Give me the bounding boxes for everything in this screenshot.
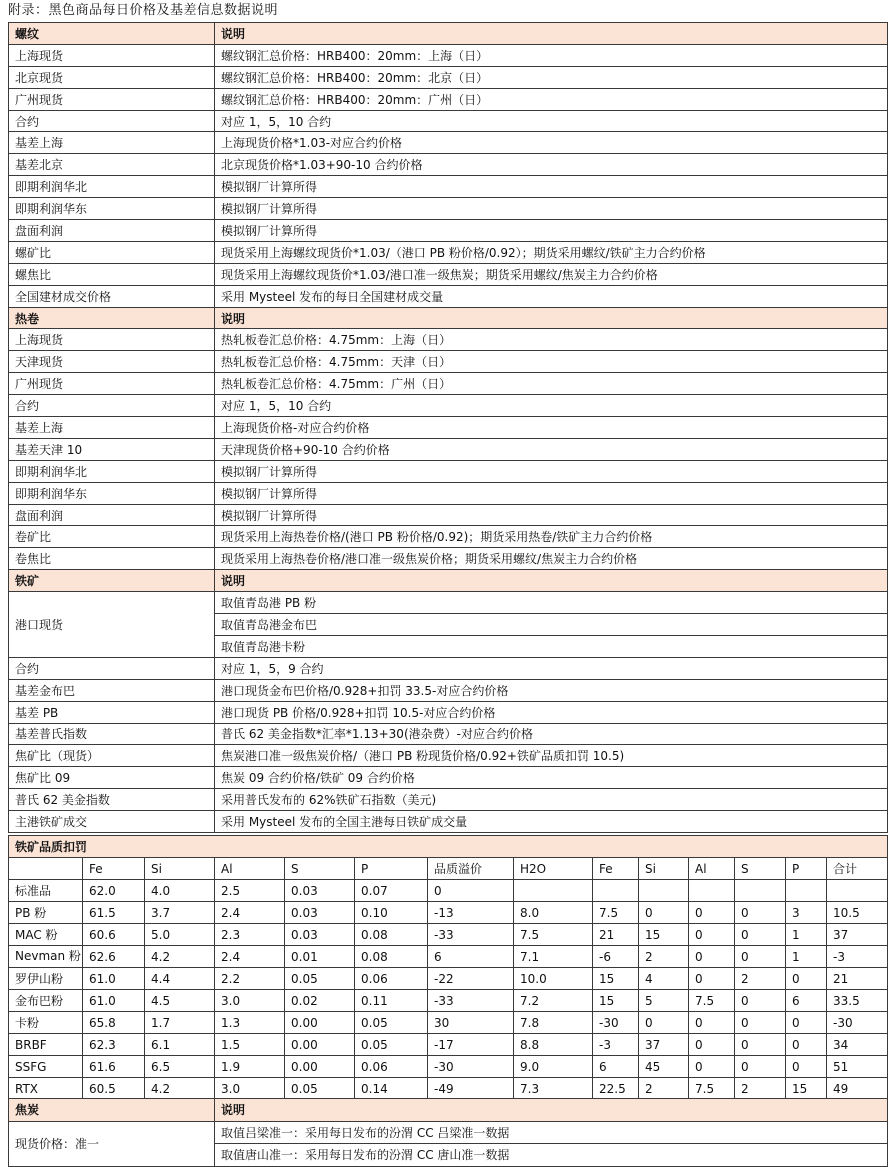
quality-value: 7.8 — [514, 1012, 593, 1034]
quality-value: 0 — [735, 1056, 786, 1078]
column-header: Al — [215, 858, 285, 880]
quality-value: 7.1 — [514, 946, 593, 968]
quality-value: 0 — [689, 1056, 735, 1078]
quality-value: 0.08 — [355, 946, 428, 968]
ore-name: SSFG — [9, 1056, 83, 1078]
quality-value: 7.5 — [689, 990, 735, 1012]
quality-value: 0 — [786, 1056, 827, 1078]
quality-title-row — [9, 836, 888, 858]
item-description: 模拟钢厂计算所得 — [215, 460, 888, 482]
quality-value: 0 — [639, 1012, 689, 1034]
column-header: Si — [145, 858, 215, 880]
quality-value: 1.3 — [215, 1012, 285, 1034]
quality-value: 21 — [593, 924, 639, 946]
quality-value: 0.10 — [355, 902, 428, 924]
quality-value — [786, 880, 827, 902]
quality-value: 60.6 — [83, 924, 145, 946]
quality-value: 34 — [827, 1034, 888, 1056]
hrc-header-row — [9, 307, 888, 329]
quality-value: 15 — [593, 968, 639, 990]
quality-value: 61.6 — [83, 1056, 145, 1078]
item-description: 螺纹钢汇总价格：HRB400：20mm：北京（日） — [215, 66, 888, 88]
item-description: 港口现货 PB 价格/0.928+扣罚 10.5-对应合约价格 — [215, 701, 888, 723]
rebar-row — [9, 110, 888, 132]
quality-value: 4.5 — [145, 990, 215, 1012]
quality-value: 0.05 — [285, 968, 355, 990]
quality-value: 6 — [593, 1056, 639, 1078]
quality-value: 4.4 — [145, 968, 215, 990]
quality-value: 0.03 — [285, 902, 355, 924]
quality-value: 0 — [639, 902, 689, 924]
item-description: 采用普氏发布的 62%铁矿石指数（美元) — [215, 789, 888, 811]
quality-value: -33 — [428, 924, 514, 946]
quality-value: 6.5 — [145, 1056, 215, 1078]
quality-value: 7.5 — [593, 902, 639, 924]
hrc-row — [9, 460, 888, 482]
item-name: 焦矿比（现货） — [9, 745, 215, 767]
quality-value: 37 — [827, 924, 888, 946]
quality-value: 65.8 — [83, 1012, 145, 1034]
quality-value: 2 — [639, 1078, 689, 1100]
coke-spot-row — [9, 1121, 888, 1144]
quality-value: 3.0 — [215, 990, 285, 1012]
item-name: 基差 PB — [9, 701, 215, 723]
quality-row — [9, 1078, 888, 1100]
item-name: 基差金布巴 — [9, 679, 215, 701]
column-header: Si — [639, 858, 689, 880]
quality-value: 2 — [735, 968, 786, 990]
quality-value: 0.06 — [355, 968, 428, 990]
item-name: 螺焦比 — [9, 263, 215, 285]
quality-value: 5 — [639, 990, 689, 1012]
port-spot-item: 取值青岛港 PB 粉 — [215, 592, 888, 614]
item-name: 即期利润华北 — [9, 176, 215, 198]
quality-value: 0.00 — [285, 1034, 355, 1056]
quality-value: -30 — [827, 1012, 888, 1034]
quality-value: 2.4 — [215, 902, 285, 924]
quality-value: 5.0 — [145, 924, 215, 946]
quality-value: 4 — [639, 968, 689, 990]
quality-value: 37 — [639, 1034, 689, 1056]
coke-table — [8, 1098, 888, 1167]
quality-value: 8.8 — [514, 1034, 593, 1056]
quality-value: 0 — [428, 880, 514, 902]
quality-value: 0 — [735, 924, 786, 946]
column-header: Fe — [83, 858, 145, 880]
quality-value: 0 — [735, 902, 786, 924]
item-name: 即期利润华北 — [9, 460, 215, 482]
quality-value: -17 — [428, 1034, 514, 1056]
quality-value: 0.05 — [285, 1078, 355, 1100]
quality-value: 0 — [689, 946, 735, 968]
quality-value: -22 — [428, 968, 514, 990]
quality-value: 0 — [786, 1034, 827, 1056]
quality-value: 2.3 — [215, 924, 285, 946]
quality-value: 62.3 — [83, 1034, 145, 1056]
column-header: 合计 — [827, 858, 888, 880]
quality-row — [9, 1012, 888, 1034]
quality-value: 0.08 — [355, 924, 428, 946]
quality-value: 51 — [827, 1056, 888, 1078]
quality-value: 0 — [786, 968, 827, 990]
coke-section-title: 焦炭 — [9, 1099, 215, 1122]
hrc-row — [9, 438, 888, 460]
quality-value: 0.01 — [285, 946, 355, 968]
hrc-section-title: 热卷 — [9, 307, 215, 329]
column-header: P — [355, 858, 428, 880]
quality-value: -33 — [428, 990, 514, 1012]
quality-value: 45 — [639, 1056, 689, 1078]
port-spot-label: 港口现货 — [9, 592, 215, 658]
quality-value: -13 — [428, 902, 514, 924]
column-header — [9, 858, 83, 880]
hrc-row — [9, 395, 888, 417]
item-name: 盘面利润 — [9, 504, 215, 526]
rebar-row — [9, 263, 888, 285]
coke-header-row — [9, 1099, 888, 1122]
item-name: 基差普氏指数 — [9, 723, 215, 745]
iron-ore-port-spot-row — [9, 592, 888, 614]
quality-value: -30 — [593, 1012, 639, 1034]
item-name: 合约 — [9, 395, 215, 417]
quality-value — [514, 880, 593, 902]
quality-value: 2 — [639, 946, 689, 968]
quality-value: 0.07 — [355, 880, 428, 902]
quality-table-title: 铁矿品质扣罚 — [9, 836, 888, 858]
item-name: 焦矿比 09 — [9, 767, 215, 789]
quality-value: 15 — [593, 990, 639, 1012]
iron-ore-section-title: 铁矿 — [9, 570, 215, 592]
ore-name: RTX — [9, 1078, 83, 1100]
item-name: 基差上海 — [9, 417, 215, 439]
quality-value: 2.5 — [215, 880, 285, 902]
ore-name: BRBF — [9, 1034, 83, 1056]
column-header: Al — [689, 858, 735, 880]
rebar-row — [9, 198, 888, 220]
item-description: 模拟钢厂计算所得 — [215, 504, 888, 526]
item-description: 热轧板卷汇总价格：4.75mm：上海（日） — [215, 329, 888, 351]
hrc-row — [9, 351, 888, 373]
quality-value: 9.0 — [514, 1056, 593, 1078]
quality-value: 0 — [689, 1012, 735, 1034]
quality-value: -49 — [428, 1078, 514, 1100]
quality-value: 0 — [689, 924, 735, 946]
quality-value: 6 — [428, 946, 514, 968]
quality-value: 62.6 — [83, 946, 145, 968]
rebar-row — [9, 285, 888, 307]
rebar-row — [9, 176, 888, 198]
rebar-description-header: 说明 — [215, 23, 888, 45]
item-description: 对应 1，5，9 合约 — [215, 657, 888, 679]
column-header: Fe — [593, 858, 639, 880]
quality-value: 0.11 — [355, 990, 428, 1012]
item-description: 螺纹钢汇总价格：HRB400：20mm：广州（日） — [215, 88, 888, 110]
item-name: 盘面利润 — [9, 220, 215, 242]
item-description: 对应 1，5，10 合约 — [215, 110, 888, 132]
hrc-row — [9, 548, 888, 570]
rebar-row — [9, 66, 888, 88]
quality-value — [689, 880, 735, 902]
quality-value: 60.5 — [83, 1078, 145, 1100]
item-name: 上海现货 — [9, 329, 215, 351]
item-name: 普氏 62 美金指数 — [9, 789, 215, 811]
item-description: 上海现货价格-对应合约价格 — [215, 417, 888, 439]
coke-spot-item: 取值吕梁准一：采用每日发布的汾渭 CC 吕梁准一数据 — [215, 1121, 888, 1144]
ore-name: 标准品 — [9, 880, 83, 902]
quality-value: 15 — [639, 924, 689, 946]
quality-value: -30 — [428, 1056, 514, 1078]
quality-value: 0.00 — [285, 1012, 355, 1034]
item-name: 即期利润华东 — [9, 198, 215, 220]
hrc-row — [9, 504, 888, 526]
rebar-row — [9, 154, 888, 176]
port-spot-item: 取值青岛港金布巴 — [215, 614, 888, 636]
hrc-row — [9, 329, 888, 351]
quality-value: -3 — [593, 1034, 639, 1056]
quality-value — [827, 880, 888, 902]
description-table — [8, 22, 888, 833]
coke-spot-item: 取值唐山准一：采用每日发布的汾渭 CC 唐山准一数据 — [215, 1144, 888, 1167]
item-description: 热轧板卷汇总价格：4.75mm：广州（日） — [215, 373, 888, 395]
quality-value: 0.14 — [355, 1078, 428, 1100]
quality-value: 3.7 — [145, 902, 215, 924]
quality-value: 0 — [689, 1034, 735, 1056]
quality-value: 6.1 — [145, 1034, 215, 1056]
item-name: 合约 — [9, 110, 215, 132]
coke-spot-label: 现货价格：准一 — [9, 1121, 215, 1166]
ore-name: 罗伊山粉 — [9, 968, 83, 990]
quality-value: 1.7 — [145, 1012, 215, 1034]
quality-row — [9, 1056, 888, 1078]
quality-row — [9, 946, 888, 968]
ore-name: 卡粉 — [9, 1012, 83, 1034]
appendix-caption: 附录：黑色商品每日价格及基差信息数据说明 — [8, 3, 279, 18]
column-header: P — [786, 858, 827, 880]
quality-value: 8.0 — [514, 902, 593, 924]
quality-value: 2.4 — [215, 946, 285, 968]
item-description: 现货采用上海螺纹现货价*1.03/港口准一级焦炭；期货采用螺纹/焦炭主力合约价格 — [215, 263, 888, 285]
quality-value: 49 — [827, 1078, 888, 1100]
quality-value: 0 — [735, 1012, 786, 1034]
quality-value: 0 — [786, 1012, 827, 1034]
item-name: 螺矿比 — [9, 241, 215, 263]
quality-value — [639, 880, 689, 902]
quality-value: 21 — [827, 968, 888, 990]
item-description: 焦炭 09 合约价格/铁矿 09 合约价格 — [215, 767, 888, 789]
hrc-row — [9, 482, 888, 504]
item-name: 基差天津 10 — [9, 438, 215, 460]
port-spot-item: 取值青岛港卡粉 — [215, 635, 888, 657]
item-name: 主港铁矿成交 — [9, 811, 215, 833]
quality-value: 0.05 — [355, 1012, 428, 1034]
item-description: 模拟钢厂计算所得 — [215, 220, 888, 242]
ore-name: PB 粉 — [9, 902, 83, 924]
item-description: 现货采用上海螺纹现货价*1.03/（港口 PB 粉价格/0.92）；期货采用螺纹/铁矿主力合约价格 — [215, 241, 888, 263]
quality-value: 7.5 — [689, 1078, 735, 1100]
rebar-row — [9, 44, 888, 66]
quality-value — [735, 880, 786, 902]
quality-value: 0.05 — [355, 1034, 428, 1056]
item-name: 天津现货 — [9, 351, 215, 373]
quality-value: 0.06 — [355, 1056, 428, 1078]
rebar-row — [9, 241, 888, 263]
quality-value: 0 — [689, 902, 735, 924]
quality-value: 2 — [735, 1078, 786, 1100]
quality-value: 1 — [786, 924, 827, 946]
quality-value: 1 — [786, 946, 827, 968]
quality-value: 7.3 — [514, 1078, 593, 1100]
ore-name: 金布巴粉 — [9, 990, 83, 1012]
item-name: 广州现货 — [9, 373, 215, 395]
quality-value: 4.2 — [145, 946, 215, 968]
iron-ore-row — [9, 723, 888, 745]
item-name: 卷焦比 — [9, 548, 215, 570]
item-name: 基差北京 — [9, 154, 215, 176]
item-description: 现货采用上海热卷价格/(港口 PB 粉价格/0.92)；期货采用热卷/铁矿主力合约价格 — [215, 526, 888, 548]
quality-value: 1.5 — [215, 1034, 285, 1056]
rebar-row — [9, 132, 888, 154]
item-description: 现货采用上海热卷价格/港口准一级焦炭价格；期货采用螺纹/焦炭主力合约价格 — [215, 548, 888, 570]
rebar-header-row — [9, 23, 888, 45]
quality-row — [9, 968, 888, 990]
hrc-description-header: 说明 — [215, 307, 888, 329]
item-description: 模拟钢厂计算所得 — [215, 198, 888, 220]
quality-value: 0.02 — [285, 990, 355, 1012]
iron-ore-quality-table — [8, 835, 888, 1100]
item-description: 采用 Mysteel 发布的全国主港每日铁矿成交量 — [215, 811, 888, 833]
quality-value: 10.5 — [827, 902, 888, 924]
rebar-section-title: 螺纹 — [9, 23, 215, 45]
item-description: 模拟钢厂计算所得 — [215, 482, 888, 504]
quality-value: 1.9 — [215, 1056, 285, 1078]
quality-value: 33.5 — [827, 990, 888, 1012]
ore-name: Nevman 粉 — [9, 946, 83, 968]
iron-ore-row — [9, 701, 888, 723]
item-name: 即期利润华东 — [9, 482, 215, 504]
ore-name: MAC 粉 — [9, 924, 83, 946]
quality-row — [9, 880, 888, 902]
quality-value: 62.0 — [83, 880, 145, 902]
hrc-row — [9, 526, 888, 548]
quality-value: 0 — [735, 990, 786, 1012]
item-description: 模拟钢厂计算所得 — [215, 176, 888, 198]
quality-row — [9, 924, 888, 946]
item-name: 卷矿比 — [9, 526, 215, 548]
rebar-row — [9, 88, 888, 110]
quality-value: 0.03 — [285, 924, 355, 946]
quality-row — [9, 1034, 888, 1056]
quality-value: 3.0 — [215, 1078, 285, 1100]
quality-row — [9, 902, 888, 924]
item-description: 上海现货价格*1.03-对应合约价格 — [215, 132, 888, 154]
item-name: 北京现货 — [9, 66, 215, 88]
quality-value: 61.0 — [83, 968, 145, 990]
item-name: 基差上海 — [9, 132, 215, 154]
column-header: 品质溢价 — [428, 858, 514, 880]
quality-value: 4.2 — [145, 1078, 215, 1100]
quality-value: -6 — [593, 946, 639, 968]
item-description: 采用 Mysteel 发布的每日全国建材成交量 — [215, 285, 888, 307]
iron-ore-row — [9, 679, 888, 701]
quality-value: 2.2 — [215, 968, 285, 990]
quality-value: 30 — [428, 1012, 514, 1034]
coke-description-header: 说明 — [215, 1099, 888, 1122]
iron-ore-description-header: 说明 — [215, 570, 888, 592]
item-description: 螺纹钢汇总价格：HRB400：20mm：上海（日） — [215, 44, 888, 66]
quality-value: 0 — [735, 1034, 786, 1056]
hrc-row — [9, 373, 888, 395]
iron-ore-header-row — [9, 570, 888, 592]
quality-value: 7.5 — [514, 924, 593, 946]
quality-value: 0.03 — [285, 880, 355, 902]
item-name: 广州现货 — [9, 88, 215, 110]
quality-value: 6 — [786, 990, 827, 1012]
quality-value: 61.0 — [83, 990, 145, 1012]
quality-value: 61.5 — [83, 902, 145, 924]
rebar-row — [9, 220, 888, 242]
quality-value: 0.00 — [285, 1056, 355, 1078]
quality-value: 4.0 — [145, 880, 215, 902]
hrc-row — [9, 417, 888, 439]
item-name: 合约 — [9, 657, 215, 679]
quality-value: -3 — [827, 946, 888, 968]
item-name: 上海现货 — [9, 44, 215, 66]
column-header: H2O — [514, 858, 593, 880]
item-description: 焦炭港口准一级焦炭价格/（港口 PB 粉现货价格/0.92+铁矿品质扣罚 10.5) — [215, 745, 888, 767]
item-description: 热轧板卷汇总价格：4.75mm：天津（日） — [215, 351, 888, 373]
iron-ore-row — [9, 789, 888, 811]
column-header: S — [285, 858, 355, 880]
item-description: 对应 1，5，10 合约 — [215, 395, 888, 417]
quality-value: 7.2 — [514, 990, 593, 1012]
iron-ore-row — [9, 745, 888, 767]
quality-value: 3 — [786, 902, 827, 924]
item-description: 天津现货价格+90-10 合约价格 — [215, 438, 888, 460]
column-header: S — [735, 858, 786, 880]
iron-ore-row — [9, 811, 888, 833]
quality-value: 0 — [735, 946, 786, 968]
quality-column-header-row — [9, 858, 888, 880]
iron-ore-row — [9, 657, 888, 679]
item-description: 港口现货金布巴价格/0.928+扣罚 33.5-对应合约价格 — [215, 679, 888, 701]
quality-row — [9, 990, 888, 1012]
quality-value — [593, 880, 639, 902]
quality-value: 15 — [786, 1078, 827, 1100]
quality-value: 10.0 — [514, 968, 593, 990]
item-description: 普氏 62 美金指数*汇率*1.13+30(港杂费）-对应合约价格 — [215, 723, 888, 745]
iron-ore-row — [9, 767, 888, 789]
item-name: 全国建材成交价格 — [9, 285, 215, 307]
quality-value: 0 — [689, 968, 735, 990]
item-description: 北京现货价格*1.03+90-10 合约价格 — [215, 154, 888, 176]
quality-value: 22.5 — [593, 1078, 639, 1100]
